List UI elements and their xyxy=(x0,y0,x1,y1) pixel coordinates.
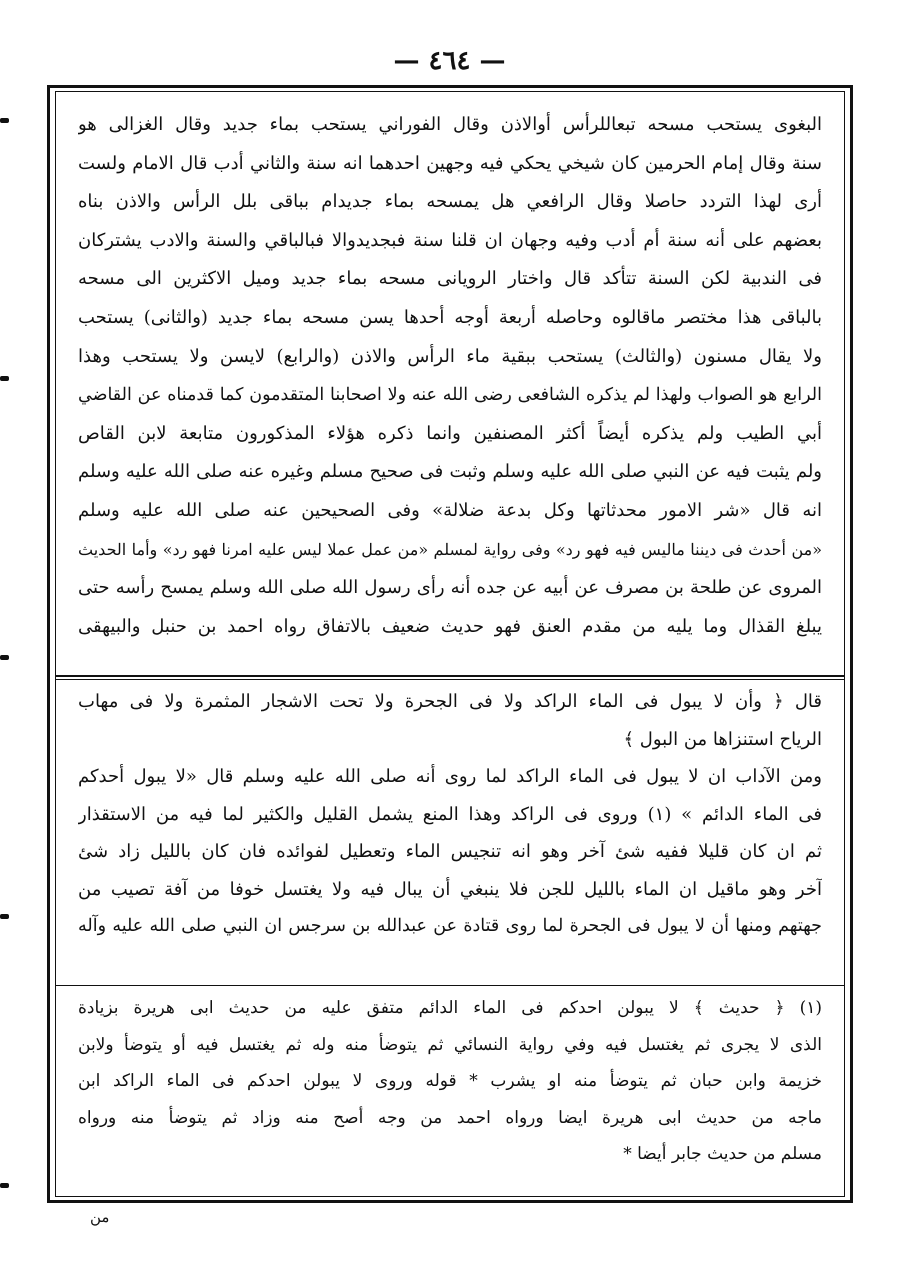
section-heading-line: قال ﴿ وأن لا يبول فى الماء الراكد ولا فى الجحرة ولا تحت الاشجار المثمرة ولا فى مهاب xyxy=(78,691,822,712)
text-line: بعضهم على أنه سنة أم أدب وفيه وجهان ان قلنا سنة فبجديدوالا فبالباقي والسنة والادب يشتركان xyxy=(78,229,822,251)
section-divider-thin xyxy=(56,679,844,680)
text-line: يبلغ القذال وما يليه من مقدم العنق فهو حديث ضعيف بالاتفاق رواه احمد بن حنبل والبيهقى xyxy=(78,615,822,637)
footnote-line: (١) ﴿ حديث ﴾ لا يبولن احدكم فى الماء الدائم متفق عليه من حديث ابى هريرة بزيادة xyxy=(78,998,822,1018)
footnote-line: الذى لا يجرى ثم يغتسل فيه وفي رواية النسائي ثم يتوضأ منه وله ثم يغتسل فيه أو يتوضأ ولابن xyxy=(78,1034,822,1055)
footnote-line: مسلم من حديث جابر أيضا * xyxy=(623,1144,822,1164)
text-line: آخر وهو ماقيل ان الماء بالليل للجن فلا ينبغي أن يبال فيه ولا يغتسل خوفا من آفة تصيب من xyxy=(78,878,822,900)
text-line: «من أحدث فى ديننا ماليس فيه فهو رد» وفى رواية لمسلم «من عمل عملا ليس عليه امرنا فهو رد» وأما الحديث xyxy=(78,539,822,559)
text-line: أرى لهذا التردد حاصلا وقال الرافعي هل يمسحه بماء جديدام بباقى بلل الرأس والاذن بناه xyxy=(78,191,822,213)
text-line: الرابع هو الصواب ولهذا لم يذكره الشافعى رضى الله عنه ولا اصحابنا المتقدمون كما قدمناه عن القاضي xyxy=(78,385,822,406)
text-line: ولا يقال مسنون (والثالث) يستحب ببقية ماء الرأس والاذن (والرابع) لايسن ولا يستحب وهذا xyxy=(78,345,822,367)
text-line: سنة وقال إمام الحرمين كان شيخي يحكي فيه وجهين احدهما انه سنة والثاني أدب قال الامام ولست xyxy=(78,152,822,174)
text-line: انه قال «شر الامور محدثاتها وكل بدعة ضلالة» وفى الصحيحين عنه صلى الله عليه وسلم xyxy=(78,499,822,521)
margin-mark xyxy=(0,1183,9,1188)
margin-mark xyxy=(0,118,9,123)
text-line: ولم يثبت فيه عن النبي صلى الله عليه وسلم وثبت فى صحيح مسلم وغيره عنه صلى الله عليه وسلم xyxy=(78,461,822,483)
main-text xyxy=(78,106,822,646)
section-divider xyxy=(56,675,844,677)
text-line: جهتهم ومنها أن لا يبول فى الجحرة لما روى قتادة عن عبدالله بن سرجس ان النبي صلى الله عليه وآله xyxy=(78,916,822,936)
text-line: أبي الطيب ولم يذكره أيضاً أكثر المصنفين وانما ذكره هؤلاء المذكورون متابعة لابن القاص xyxy=(78,422,822,444)
text-line: ومن الآداب ان لا يبول فى الماء الراكد لما روى أنه صلى الله عليه وسلم قال «لا يبول أحدكم xyxy=(78,766,822,787)
text-line: بالباقى هذا مختصر ماقالوه وحاصله أربعة أوجه أحدها يسن مسحه بماء جديد (والثانى) يستحب xyxy=(78,306,822,328)
text-line: المروى عن طلحة بن مصرف عن أبيه عن جده أنه رأى رسول الله صلى الله وسلم يمسح رأسه حتى xyxy=(78,577,822,599)
text-line: البغوى يستحب مسحه تبعاللرأس أوالاذن وقال الفوراني يستحب بماء جديد وقال الغزالى هو xyxy=(78,114,822,135)
footnote-divider xyxy=(56,985,844,986)
section-text xyxy=(78,683,822,946)
page-number: — ٤٦٤ — xyxy=(393,46,506,76)
catchword: من xyxy=(90,1208,110,1226)
text-line: ثم ان كان قليلا ففيه شئ آخر وهو انه تنجيس الماء وتعطيل لفوائده فان كان بالليل زاد شئ xyxy=(78,841,822,862)
margin-mark xyxy=(0,914,9,919)
text-line: فى الندبية لكن السنة تتأكد قال واختار الرويانى مسحه بماء جديد وميل الاكثرين الى مسحه xyxy=(78,268,822,290)
margin-mark xyxy=(0,655,9,660)
footnote-line: ماجه من حديث ابى هريرة ايضا ورواه احمد من وجه أصح منه وزاد ثم يتوضأ منه ورواه xyxy=(78,1107,822,1128)
section-heading-line: الرياح استنزاها من البول ﴾ xyxy=(623,728,822,750)
footnote-line: خزيمة وابن حبان ثم يتوضأ منه او يشرب * قوله وروى لا يبولن احدكم فى الماء الراكد ابن xyxy=(78,1071,822,1091)
margin-mark xyxy=(0,376,9,381)
footnote-text xyxy=(78,990,822,1173)
text-line: فى الماء الدائم » (١) وروى فى الراكد وهذا المنع يشمل القليل والكثير لما فيه من الاستقذار xyxy=(78,803,822,825)
